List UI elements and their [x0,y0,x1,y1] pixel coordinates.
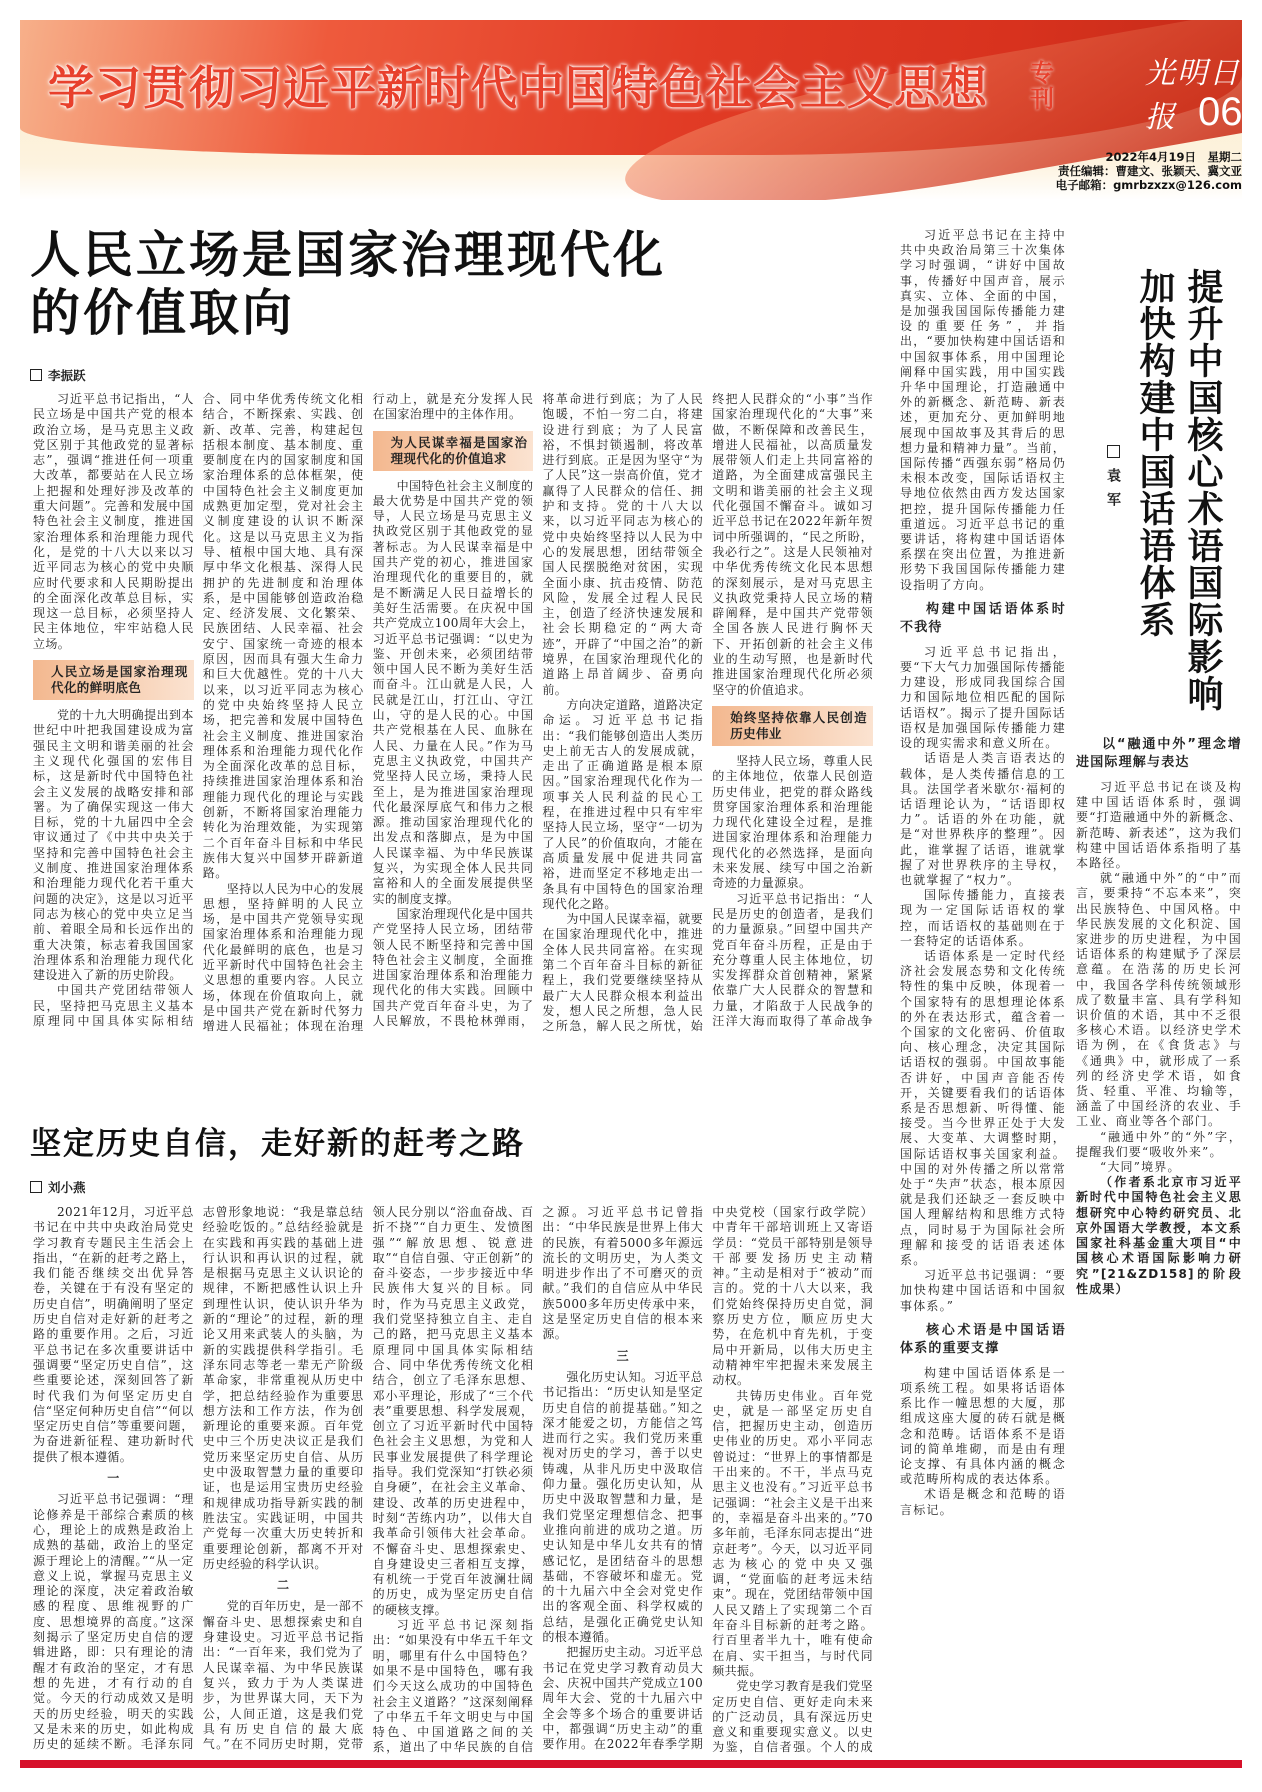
paragraph: 强化历史认知。习近平总书记指出：“历史认知是坚定历史自信的前提基础。”知之深才能爱之切，方能信之笃进而行之实。我们党历来重视对历史的学习，善于以史铸魂，从非凡历史中汲取信仰力量。强化历史认知，从历史中汲取智慧和力量，是我们党坚定理想信念、把事业推向前进的成功之道。历史认知是中华儿女共有的情感记忆，是团结奋斗的思想基础，不容破坏和虚无。党的十九届六中全会对党史作出的客观全面、科学权威的总结，是强化正确党史认知的根本遵循。 [542,1369,704,1645]
author-name: 袁军 [1105,468,1121,516]
subheading: 始终坚持依靠人民创造历史伟业 [712,706,873,746]
paragraph: 习近平总书记指出：“人民是历史的创造者，是我们的力量源泉。”回望中国共产党百年奋斗历程，正是由于充分尊重人民主体地位，切实发挥群众首创精神，紧紧依靠广大人民群众的智慧和力量，才陷敌于人民战争的汪洋大海而取得了革命战争 [712,891,873,1028]
paragraph: 习近平总书记指出，要“下大气力加强国际传播能力建设，形成同我国综合国力和国际地位相匹配的国际话语权”。揭示了提升国际话语权是加强国际传播能力建设的现实需求和意义所在。 [900,644,1066,751]
paragraph: 习近平总书记指出，“人民立场是中国共产党的根本政治立场，是马克思主义政党区别于其他政党的显著标志”，强调“推进任何一项重大改革，都要站在人民立场上把握和处理好涉及改革的重大问题”。完善和发展中国特色社会主义制度，推进国家治理体系和治理能力现代化，是党的十八大以来以习近平同志为核心的党中央顺应时代要求和人民期盼提出的全面深化改革总目标，实现这一总目标，必须坚持人民主体地位，牢牢站稳人民立场。 [33,392,194,651]
article2-headline: 坚定历史自信，走好新的赶考之路 [30,1126,525,1162]
paragraph: 2021年12月，习近平总书记在中共中央政治局党史学习教育专题民主生活会上指出，“在新的赶考之路上，我们能否继续交出优异答卷，关键在于有没有坚定的历史自信”，明确阐明了坚定历史自信对走好新的赶考之路的重要作用。之后，习近平总书记在多次重要讲话中强调要“坚定历史自信”，这些重要论述，深刻回答了新时代我们为何坚定历史自信“坚定何种历史自信”“何以坚定历史自信”等重要问题，为奋进新征程、建功新时代提供了根本遵循。 [33,1205,194,1464]
subheading: 核心术语是中国话语体系的重要支撑 [900,1322,1066,1356]
author-note: （作者系北京市习近平新时代中国特色社会主义思想研究中心特约研究员、北京外国语大学教授，本文系国家社科基金重大项目“中国核心术语国际影响力研究”[21&ZD158]的阶段性成果） [1076,1175,1242,1296]
paragraph: 习近平总书记在主持中共中央政治局第三十次集体学习时强调，“讲好中国故事，传播好中国声音，展示真实、立体、全面的中国，是加强我国国际传播能力建设的重要任务”，并指出，“要加快构建中国话语和中国叙事体系，用中国理论阐释中国实践，用中国实践升华中国理论，打造融通中外的新概念、新范畴、新表述，更加充分、更加鲜明地展现中国故事及其背后的思想力量和精神力量”。当前，国际传播“西强东弱”格局仍未根本改变，国际话语权主导地位依然由西方发达国家把控，提升国际传播能力任重道远。习近平总书记的重要讲话，将构建中国话语体系摆在突出位置，为推进新形势下我国国际传播能力建设指明了方向。 [900,228,1066,592]
headline-line: 人民立场是国家治理现代化 [30,225,666,284]
paragraph: 中国共产党团结带领人民，坚持把马克思主义基本原理同中国具体实际相结合、同中华优秀传统文化相结合，不断探索、实践、创新、改革、完善，构建起包括根本制度、基本制度、重要制度在内的国家制度和国家治理体系的总体框架，使中国特色社会主义制度更加成熟更加定型，党对社会主义制度建设的认识不断深化。这是以马克思主义为指导、植根中国大地、具有深厚中华文化根基、深得人民拥护的先进制度和治理体系，是中国能够创造政治稳定、经济发展、文化繁荣、民族团结、人民幸福、社会安宁、国家统一奇迹的根本原因，因而具有强大生命力和巨大优越性。党的十八大以来，以习近平同志为核心的党中央始终坚持人民立场，把完善和发展中国特色社会主义制度、推进国家治理体系和治理能力现代化作为全面深化改革的总目标，持续推进国家治理体系和治理能力现代化的理论与实践创新，不断将国家治理能力转化为治理效能，为实现第二个百年奋斗目标和中华民族伟大复兴中国梦开辟新道路。 [33,392,364,1028]
paragraph: 话语体系是一定时代经济社会发展态势和文化传统特性的集中反映，体现着一个国家特有的思想理论体系的外在表达形式，蕴含着一个国家的文化密码、价值取向、核心理念，决定其国际话语权的强弱。中国故事能否讲好，中国声音能否传开，关键要看我们的话语体系是否思想新、听得懂、能接受。当今世界正处于大发展、大变革、大调整时期，国际话语权事关国家利益。中国的对外传播之所以常常处于“失声”状态，根本原因就是我们还缺乏一套反映中国人理解结构和思维方式特点，同时易于为国际社会所理解和接受的话语表述体系。 [900,948,1066,1267]
special-issue-title: 学习贯彻习近平新时代中国特色社会主义思想 [48,61,988,115]
paragraph: “大同”境界。 [1100,1160,1181,1175]
article1-body [33,392,873,1042]
subheading: 构建中国话语体系时不我待 [900,601,1066,635]
subheading: 人民立场是国家治理现代化的鲜明底色 [33,660,194,700]
paragraph: 术语是概念和范畴的语言标记。 [900,1487,1066,1517]
paragraph: 党的十九大明确提出到本世纪中叶把我国建设成为富强民主文明和谐美丽的社会主义现代化强国的宏伟目标，这是新时代中国特色社会主义发展的战略安排和部署。为了确保实现这一伟大目标，党的十九届四中全会审议通过了《中共中央关于坚持和完善中国特色社会主义制度、推进国家治理体系和治理能力现代化若干重大问题的决定》，这是以习近平同志为核心的党中央立足当前、着眼全局和长远作出的重大决策，标志着我国国家治理体系和治理能力现代化建设进入了新的历史阶段。 [33,708,194,983]
paragraph: 党的百年历史，是一部不懈奋斗史、思想探索史和自身建设史。习近平总书记指出：“一百年来，我们党为了人民谋幸福、为中华民族谋复兴，致力于为人类谋进步，为世界谋大同，天下为公，人间正道，这是我们党具有历史自信的最大底气。”在不同历史时期，党带领人民分别以“浴血奋战、百折不挠”“自力更生、发愤图强”“解放思想、锐意进取”“自信自强、守正创新”的奋斗姿态，一步步接近中华民族伟大复兴的目标。同时，作为马克思主义政党，我们党坚持独立自主、走自己的路，把马克思主义基本原理同中国具体实际相结合、同中华优秀传统文化相结合，创立了毛泽东思想、邓小平理论，形成了“三个代表”重要思想、科学发展观，创立了习近平新时代中国特色社会主义思想，为党和人民事业发展提供了科学理论指导。我们党深知“打铁必须自身硬”，在社会主义革命、建设、改革的历史进程中，时刻“苦练内功”，以伟大自我革命引领伟大社会革命。不懈奋斗史、思想探索史、自身建设史三者相互支撑，有机统一于党百年波澜壮阔的历史，成为坚定历史自信的硬核支撑。 [202,1205,534,1752]
paragraph: 国家治理现代化是中国共产党坚持人民立场，团结带领人民不断坚持和完善中国特色社会主义制度，全面推进国家治理体系和治理能力现代化的伟大实践。回顾中国共产党百年奋斗史，为了人民解放，不畏枪林弹雨，将革命进行到底；为了人民饱暖，不怕一穷二白，将建设进行到底；为了人民富裕，不惧封锁遏制，将改革进行到底。正是因为坚守“为了人民”这一崇高价值，党才赢得了人民群众的信任、拥护和支持。党的十八大以来，以习近平同志为核心的党中央始终坚持以人民为中心的发展思想，团结带领全国人民摆脱绝对贫困，实现全面小康、抗击疫情、防范风险，发展全过程人民民主，创造了经济快速发展和社会长期稳定的“两大奇迹”，开辟了“中国之治”的新境界，在国家治理现代化的道路上昂首阔步、奋勇向前。 [372,392,704,1028]
issue-date: 2022年4月19日 星期二 [1105,150,1242,164]
paragraph: 构建中国话语体系是一项系统工程。如果将话语体系比作一幢思想的大厦，那组成这座大厦的砖石就是概念和范畴。话语体系不是语词的简单堆砌，而是由有理论支撑、有具体内涵的概念或范畴所构成的表达体系。 [900,1365,1066,1487]
byline-box-icon [1107,445,1120,458]
special-issue-label: 专刊 [1030,59,1054,113]
paragraph: 把握历史主动。习近平总书记在党史学习教育动员大会、庆祝中国共产党成立100周年大会、党的十九届六中全会等多个场合的重要讲话中，都强调“历史主动”的重要作用。在2022年春季学期中央党校（国家行政学院）中青年干部培训班上又寄语学员：“党员干部特别是领导干部要发扬历史主动精神。”主动是相对于“被动”而言的。党的十八大以来，我们党始终保持历史自觉，洞察历史方位，顺应历史大势，在危机中育先机，于变局中开新局，以伟大历史主动精神牢牢把握未来发展主动权。 [542,1205,873,1752]
byline-box-icon [30,369,42,381]
paragraph: 坚持人民立场，尊重人民的主体地位，依靠人民创造历史伟业，把党的群众路线贯穿国家治理体系和治理能力现代化建设全过程，是推进国家治理体系和治理能力现代化的必然选择，是面向未来发展、续写中国之治新奇迹的力量源泉。 [712,753,873,891]
page-number: 06 [1198,90,1242,134]
article3-headline [1130,268,1226,712]
paragraph: 习近平总书记强调：“要加快构建中国话语和中国叙事体系。” [900,1268,1066,1313]
paragraph: 话语是人类言语表达的载体，是人类传播信息的工具。法国学者米歇尔·福柯的话语理论认为，“话语即权力”。话语的外在功能，就是“对世界秩序的整理”。因此，谁掌握了话语，谁就掌握了对世界秩序的主导权，也就掌握了“权力”。 [900,751,1066,887]
headline-line: 加快构建中国话语体系 [1134,268,1175,638]
subheading: 为人民谋幸福是国家治理现代化的价值追求 [373,431,534,471]
subheading: 以“融通中外”理念增进国际理解与表达 [1076,737,1242,770]
article2-byline [30,1178,86,1196]
article3-column-b [1076,728,1242,1756]
article3-byline [1103,445,1123,516]
section-number: 二 [276,1578,290,1593]
paragraph: 国际传播能力，直接表现为一定国际话语权的掌控，而话语权的基础则在于一套特定的话语体系。 [900,888,1066,948]
paragraph: 习近平总书记强调：“理论修养是干部综合素质的核心，理论上的成熟是政治上成熟的基础，政治上的坚定源于理论上的清醒。”“从一定意义上说，掌握马克思主义理论的深度，决定着政治敏感的程度、思维视野的广度、思想境界的高度。”这深刻揭示了坚定历史自信的逻辑进路，即：只有理论的清醒才有政治的坚定，才有思想的先进，才有行动的自觉。今天的行动成效又是明天的历史经验，明天的实践又是未来的历史，如此构成历史的延续不断。毛泽东同志曾形象地说：“我是靠总结经验吃饭的。”总结经验就是在实践和再实践的基础上进行认识和再认识的过程，就是根据马克思主义认识论的规律，不断把感性认识上升到理性认识，使认识升华为新的“理论”的过程，新的理论又用来武装人的头脑，为新的实践提供科学指引。毛泽东同志等老一辈无产阶级革命家，非常重视从历史中学，把总结经验作为重要思想方法和工作方法，作为创新理论的重要来源。百年党史中三个历史决议正是我们党历来坚定历史自信、从历史中汲取智慧力量的重要印证，也是运用宝贵历史经验和规律成功指导新实践的制胜法宝。实践证明，中国共产党每一次重大历史转折和重要理论创新，都离不开对历史经验的科学认识。 [33,1205,364,1752]
paragraph: 坚持以人民为中心的发展思想，坚持鲜明的人民立场，是中国共产党领导实现国家治理体系和治理能力现代化最鲜明的底色，也是习近平新时代中国特色社会主义思想的重要内容。人民立场，体现在价值取向上，就是中国共产党在新时代努力增进人民福祉；体现在治理行动上，就是充分发挥人民在国家治理中的主体作用。 [202,392,534,1034]
paragraph: “融通中外”的“外”字，提醒我们要“吸收外来”。 [1076,1129,1242,1159]
article3-column-a [900,228,1066,1756]
bottom-red-rule [20,1760,1242,1768]
article1-byline [30,366,86,384]
paragraph: 就“融通中外”的“中”而言，要秉持“不忘本来”，突出民族特色、中国风格。中华民族发展的文化积淀、国家进步的历史进程，为中国话语体系的构建赋予了深层意蕴。在浩荡的历史长河中，我国各学科传统领域形成了数量丰富、具有学科知识价值的术语，其中不乏很多核心术语。以经济史学术语为例，在《食货志》与《通典》中，就形成了一系列的经济史学术语，如食货、轻重、平准、均输等，涵盖了中国经济的农业、手工业、商业等各个部门。 [1076,871,1242,1129]
newspaper-logo: 光明日报 [1145,56,1241,135]
issue-meta [1056,150,1242,192]
section-number: 三 [616,1348,629,1363]
article2-body [33,1205,873,1757]
paragraph: 党史学习教育是我们党坚定历史自信、更好走向未来的广泛动员，具有深远历史意义和重要现实意义。以史为鉴，自信者强。个人的成 [712,1679,873,1755]
headline-line: 提升中国核心术语国际影响 [1182,268,1223,712]
byline-box-icon [30,1181,42,1193]
editor-email: 电子邮箱：gmrbzxzx@126.com [1055,178,1242,192]
headline-line: 的价值取向 [30,283,295,342]
paragraph: 习近平总书记深刻指出：“如果没有中华五千年文明，哪里有什么中国特色？如果不是中国特色，哪有我们今天这么成功的中国特色社会主义道路？”这深刻阐释了中华五千年文明史与中国特色、中国道路之间的关系，道出了中华民族的自信之源。习近平总书记曾指出：“中华民族是世界上伟大的民族，有着5000多年源远流长的文明历史，为人类文明进步作出了不可磨灭的贡献。”我们的自信应从中华民族5000多年历史传承中来，这是坚定历史自信的根本来源。 [372,1205,704,1755]
paragraph: 共铸历史伟业。百年党史，就是一部坚定历史自信，把握历史主动，创造历史伟业的历史。邓小平同志曾说过：“世界上的事情都是干出来的。不干，半点马克思主义也没有。”习近平总书记强调：“社会主义是干出来的，幸福是奋斗出来的。”70多年前，毛泽东同志提出“进京赶考”。今天，以习近平同志为核心的党中央又强调，“党面临的赶考远未结束”。现在，党团结带领中国人民又踏上了实现第二个百年奋斗目标新的赶考之路。行百里者半九十，唯有使命在肩、实干担当，与时代同频共振。 [712,1388,873,1678]
paragraph: 中国特色社会主义制度的最大优势是中国共产党的领导，人民立场是马克思主义执政党区别于其他政党的显著标志。为人民谋幸福是中国共产党的初心，推进国家治理现代化的重要目的，就是不断满足人民日益增长的美好生活需要。在庆祝中国共产党成立100周年大会上，习近平总书记强调：“以史为鉴、开创未来，必须团结带领中国人民不断为美好生活而奋斗。江山就是人民，人民就是江山，打江山、守江山，守的是人民的心。中国共产党根基在人民、血脉在人民、力量在人民。”作为马克思主义执政党，中国共产党坚持人民立场，秉持人民至上，是为推进国家治理现代化最深厚底气和伟力之根源。推动国家治理现代化的出发点和落脚点，是为中国人民谋幸福、为中华民族谋复兴，为实现全体人民共同富裕和人的全面发展提供坚实的制度支撑。 [372,478,534,906]
paragraph: 方向决定道路，道路决定命运。习近平总书记指出：“我们能够创造出人类历史上前无古人的发展成就，走出了正确道路是根本原因。”国家治理现代化作为一项事关人民利益的民心工程，在推进过程中只有牢牢坚持人民立场，坚守“一切为了人民”的价值取向，才能在高质量发展中促进共同富裕，进而坚定不移地走出一条具有中国特色的国家治理现代化之路。 [542,697,704,911]
article1-headline [30,226,666,342]
editors: 责任编辑：曹建文、张颖天、冀文亚 [1058,164,1242,178]
section-number: 一 [107,1471,120,1486]
paragraph: 为中国人民谋幸福，就要在国家治理现代化中，推进全体人民共同富裕。在实现第二个百年奋斗目标的新征程上，我们党要继续坚持从最广大人民群众根本利益出发，想人民之所想，急人民之所急，解人民之所忧，始终把人民群众的“小事”当作国家治理现代化的“大事”来做，不断保障和改善民生，增进人民福祉，以高质量发展带领人们走上共同富裕的道路，为全面建成富强民主文明和谐美丽的社会主义现代化强国不懈奋斗。诚如习近平总书记在2022年新年贺词中所强调的，“民之所盼，我必行之”。这是人民领袖对中华优秀传统文化民本思想的深刻展示，是对马克思主义执政党秉持人民立场的精辟阐释，是中国共产党带领全国各族人民进行胸怀天下、开拓创新的社会主义伟业的生动写照，也是新时代推进国家治理现代化所必须坚守的价值追求。 [542,392,873,1034]
author-name: 刘小燕 [48,1180,86,1195]
paragraph: 习近平总书记在谈及构建中国话语体系时，强调要“打造融通中外的新概念、新范畴、新表述”，这为我们构建中国话语体系指明了基本路径。 [1076,780,1242,871]
author-name: 李振跃 [48,368,86,383]
